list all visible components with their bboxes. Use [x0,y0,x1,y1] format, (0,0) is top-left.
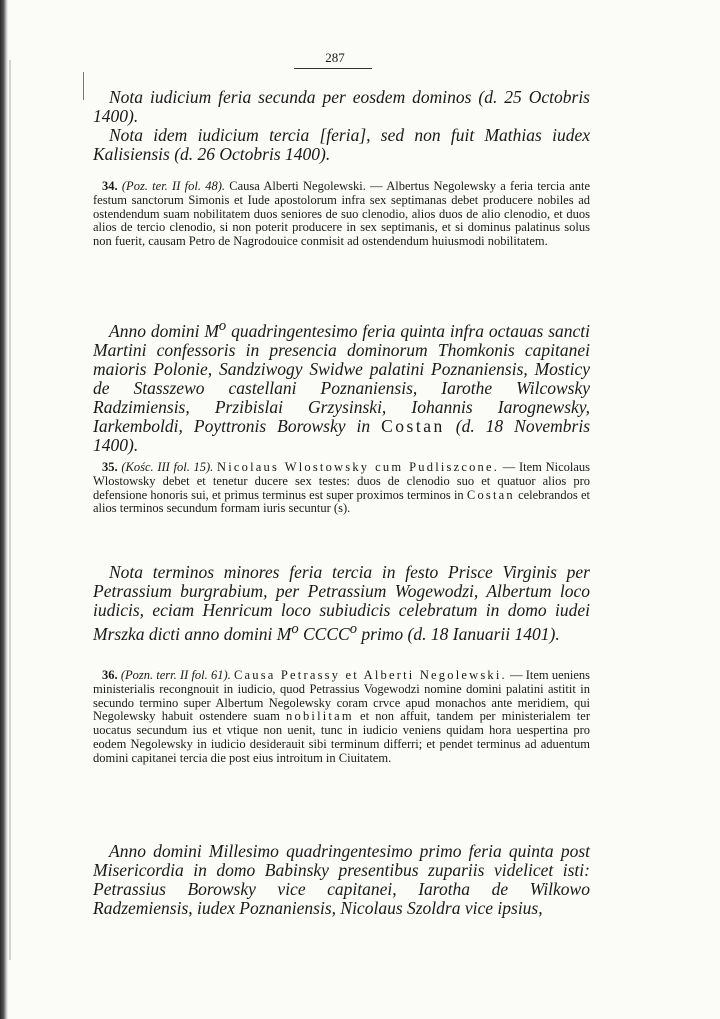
entry-number: 36. [102,668,118,682]
entry-source-reference: (Poz. ter. II fol. 48). [121,179,225,193]
page-number: 287 [325,50,345,65]
page-number-rule [294,68,372,69]
entry-source-reference: (Pozn. terr. II fol. 61). [120,668,231,682]
session-heading-november-1400: Anno domini $M^o$ quadringentesimo feria quinta infra octauas sancti Martini confessoris in presencia dominorum Thomkonis capitanei maioris Polonie, Sandziwogy Swidwe palatini Poznaniensis, Mosticy de Stasszewo castellani Poznaniensis, Iarothe Wilcowsky Radzimiensis, Przibislai Grzysinski, Iohannis Iarognewsky, Iarkemboldi, Poyttronis Borowsky in Costan (d. 18 Novembris 1400). [93,318,591,455]
entry-number: 35. [102,460,118,474]
scan-binding-edge [0,0,8,1019]
entry-source-reference: (Kośc. III fol. 15). [121,460,214,474]
scan-binding-shadow [9,60,11,960]
note-iudicium-26-october: Nota idem iudicium tercia [feria], sed non fuit Mathias iudex Kalisiensis (d. 26 Octobris 1400). [93,125,590,164]
note-iudicium-25-october: Nota iudicium feria secunda per eosdem dominos (d. 25 Octobris 1400). [93,87,590,126]
session-heading-1401: Anno domini Millesimo quadringentesimo primo feria quinta post Misericordia in domo Babinsky presentibus zupariis videlicet isti: Petrassius Borowsky vice capitanei, Iarotha de Wilkowo Radzemiensis, iudex Poznaniensis, Nicolaus Szoldra vice ipsius, [93,841,590,918]
place-name: Costan [466,487,515,502]
entry-number: 34. [102,179,118,193]
entry-34 [93,180,590,249]
entry-36: 36. (Pozn. terr. II fol. 61). Causa Petrassy et Alberti Negolewski. — Item ueniens ministerialis recongnouit in iudicio, quod Petrassius Vogewodzi nomine domini palatini astitit in secundo termino super Albertum Negolewsky coram crvce apud monachos ante meridiem, qui Negolewsky habuit ostendere suam nobilitam et non affuit, tandem per ministerialem ter uocatus secundum ius et vtique non uenit, tunc in iudicio veniens quidam hora uespertina pro eodem Negolewsky in iudicio desiderauit sibi terminum differri; et pendet terminus ad aduentum domini capitanei tercia die post eius introitum in Ciuitatem. [93,668,591,765]
note-iudicium-block [93,88,590,164]
entry-parties: Nicolaus Wlostowsky cum Pudliszcone. [217,460,500,474]
entry-title: Causa Alberti Negolewski. [229,179,366,193]
entry-body: — Albertus Negolewsky a feria tercia ante festum sanctorum Simonis et Iude apostolorum infra sex septimanas debet producere nobiles ad ostendendum suam nobilitatem duos seniores de suo clenodio, alios duos de alio clenodio, et duos alios de tercio clenodio, si non poterit producere in sex septimanis, et si dominus palatinus solus non fuerit, causam Petro de Nagrodouice conmisit ad ostendendum huiusmodi nobilitatem. [93,179,591,249]
emphasized-word: nobilitam [286,709,354,724]
margin-mark [83,72,84,100]
place-name: Costan [381,415,445,436]
entry-parties: Causa Petrassy et Alberti Negolewski. [233,668,507,682]
entry-35: 35. (Kośc. III fol. 15). Nicolaus Wlostowsky cum Pudliszcone. — Item Nicolaus Wlostowsky debet et tenetur ducere sex testes: duos de clenodio suo et quatuor alios pro defensione honoris sui, et primus terminus est super proximos terminos in Costan celebrandos et alios terminos secundum formam iuris secuntur (s). [93,460,591,516]
session-heading-january-1401: Nota terminos minores feria tercia in festo Prisce Virginis per Petrassium burgrabium, per Petrassium Wogewodzi, Albertum loco iudicis, eciam Henricum loco subiudicis celebratum in domo iudei Mrszka dicti anno domini $M^o$ CCCC$^o$ primo (d. 18 Ianuarii 1401). [93,562,590,644]
